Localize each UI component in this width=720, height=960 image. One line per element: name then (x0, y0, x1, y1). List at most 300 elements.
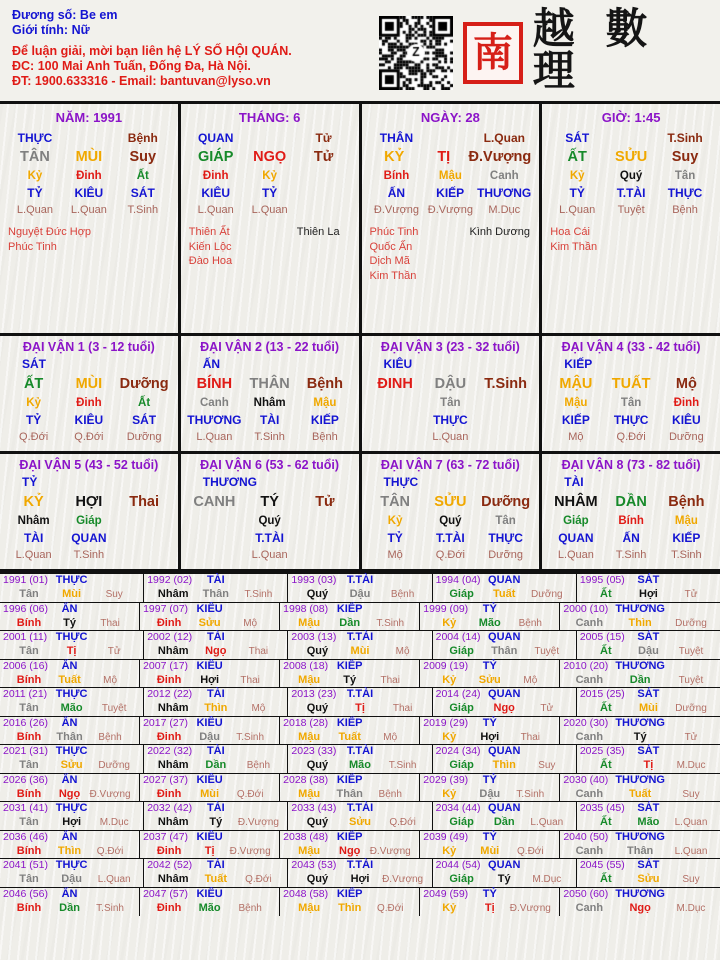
year-life-stage: Q.Đới (96, 845, 124, 857)
dai-van-stem-branch (548, 491, 714, 513)
year-cell[interactable] (280, 774, 420, 802)
year-life-stage: M.Dục (676, 760, 706, 771)
year-branch: Hợi (480, 730, 500, 743)
year-branch: Dậu (479, 787, 501, 800)
year-stem: Tân (19, 588, 39, 600)
year-cell[interactable] (0, 717, 140, 745)
pillar-life-stage-cell: Bệnh (672, 204, 698, 216)
dai-van-hidden-ten-gods-cell: QUAN (71, 531, 107, 545)
year-label: 2040 (50) (563, 830, 609, 843)
year-cell[interactable] (0, 631, 144, 659)
pillar-stem-branch-cell: Tử (313, 149, 334, 165)
year-cell-line2 (580, 873, 717, 887)
year-cell-line2 (3, 588, 140, 602)
year-ten-god: KIÊU (196, 773, 223, 786)
year-cell[interactable] (420, 774, 560, 802)
year-cell[interactable] (420, 603, 560, 631)
year-cell[interactable] (140, 603, 280, 631)
year-branch: Hợi (350, 873, 370, 885)
dai-van-1[interactable] (0, 336, 181, 451)
year-ten-god: THỰC (55, 745, 88, 757)
year-label: 2049 (59) (423, 887, 469, 900)
pillar-ten-god-top (8, 130, 170, 147)
year-stem: Kỷ (442, 730, 457, 743)
year-label: 1992 (02) (147, 574, 193, 586)
year-branch: Sửu (198, 616, 221, 629)
year-stem: Tân (19, 702, 39, 714)
year-branch: Hợi (200, 673, 220, 686)
dai-van-life-stage-cell (187, 547, 242, 564)
year-ten-god: QUAN (488, 688, 521, 700)
year-cell[interactable] (288, 802, 432, 830)
year-cell[interactable] (577, 688, 720, 716)
year-stem: Canh (575, 730, 604, 743)
year-branch: Ngọ (205, 645, 227, 657)
year-cell[interactable] (420, 831, 560, 859)
year-cell-line2 (3, 645, 140, 659)
year-stem: Giáp (449, 759, 474, 771)
dai-van-5[interactable] (0, 454, 181, 569)
year-life-stage: Tuyệt (101, 703, 127, 714)
year-cell-line2 (147, 816, 284, 830)
year-ten-god: TỶ (482, 659, 497, 672)
year-stem: Giáp (449, 702, 474, 714)
pillar-stem-branch (8, 147, 170, 168)
year-cell[interactable] (433, 688, 577, 716)
dai-van-stem-branch-cell: ĐINH (377, 376, 413, 392)
dai-van-hidden-ten-gods-cell (117, 530, 172, 547)
pillar-hidden-ten-gods-cell: KIẾP (436, 186, 465, 200)
dai-van-stem-branch-cell: NHÂM (554, 494, 598, 510)
year-stem: Nhâm (157, 645, 189, 657)
year-ten-god: T.TÀI (346, 688, 374, 700)
dai-van-hidden-stems-cell (368, 395, 423, 412)
dai-van-hidden-ten-gods-cell: KIẾP (561, 413, 590, 427)
year-cell[interactable] (0, 745, 144, 773)
year-cell[interactable] (288, 859, 432, 887)
dai-van-title: ĐẠI VẬN 6 (53 - 62 tuổi) (200, 458, 340, 472)
year-label: 2048 (58) (283, 887, 329, 900)
year-cell-line1 (143, 774, 276, 788)
year-cell-line2 (3, 873, 140, 887)
dai-van-ten-god: THƯƠNG (202, 475, 257, 489)
year-cell-line1 (143, 717, 276, 731)
dai-van-hidden-stems-cell: Nhâm (253, 397, 286, 409)
dai-van-ten-god: TÀI (564, 475, 584, 489)
dai-van-stem-branch (548, 373, 714, 395)
year-stem: Tân (19, 645, 39, 657)
year-cell-line2 (563, 674, 717, 688)
dai-van-life-stage (187, 429, 353, 446)
dai-van-life-stage (368, 429, 534, 446)
dai-van-ten-god: KIẾP (564, 357, 593, 371)
year-life-stage: M.Dục (676, 902, 706, 914)
year-stem: Ất (600, 759, 612, 771)
year-stem: Tân (19, 816, 39, 828)
year-label: 1997 (07) (143, 602, 189, 615)
year-cell-line1 (147, 631, 284, 645)
year-table-row (0, 717, 720, 746)
pillar-hidden-stems (370, 168, 532, 185)
year-branch: Mùi (200, 787, 220, 800)
year-branch: Sửu (348, 816, 372, 828)
year-life-stage: L.Quan (674, 845, 708, 857)
year-cell[interactable] (577, 574, 720, 602)
dai-van-stem-branch-cell: ẤT (23, 376, 44, 392)
pillar-stem-branch (370, 147, 532, 168)
year-table-row (0, 774, 720, 803)
dai-van-life-stage (187, 547, 353, 564)
dai-van-hidden-stems-cell: Quý (258, 515, 281, 527)
year-cell[interactable] (420, 717, 560, 745)
than-sat-item: Thiên La (296, 226, 340, 238)
dai-van-hidden-ten-gods (368, 412, 534, 429)
year-branch: Tuất (58, 673, 81, 686)
promo-line-3: ĐT: 1900.633316 - Email: bantuvan@lyso.vn (12, 74, 271, 88)
year-cell-line2 (436, 702, 573, 716)
year-label: 2019 (29) (423, 716, 469, 729)
pillar-hidden-stems-cell: Tân (674, 170, 696, 182)
year-branch: Tị (204, 844, 215, 857)
year-cell-line2 (291, 588, 428, 602)
year-cell-line2 (580, 588, 717, 602)
year-cell-line1 (436, 859, 573, 873)
year-cell[interactable] (144, 688, 288, 716)
year-stem: Ất (600, 816, 612, 828)
year-cell-line2 (3, 788, 136, 802)
year-cell-line1 (147, 859, 284, 873)
dai-van-hidden-stems-cell: Kỷ (387, 515, 403, 527)
dai-van-stem-branch-cell: Bệnh (668, 494, 705, 510)
year-cell[interactable] (433, 574, 577, 602)
year-cell[interactable] (288, 688, 432, 716)
year-ten-god: ẤN (61, 830, 78, 843)
year-cell[interactable] (560, 603, 720, 631)
pillar-stem-branch (550, 147, 712, 168)
year-cell[interactable] (144, 859, 288, 887)
year-cell[interactable] (140, 888, 280, 917)
year-cell[interactable] (280, 717, 420, 745)
year-life-stage: Suy (538, 760, 556, 771)
year-cell-line2 (283, 902, 416, 916)
year-table-row (0, 603, 720, 632)
year-cell[interactable] (144, 745, 288, 773)
year-label: 1996 (06) (3, 602, 48, 615)
dai-van-8[interactable] (542, 454, 720, 569)
year-life-stage: Đ.Vượng (229, 845, 271, 857)
year-cell[interactable] (144, 802, 288, 830)
year-cell-line2 (580, 816, 717, 830)
year-cell-line1 (3, 802, 140, 816)
pillar-life-stage-cell: M.Dục (488, 204, 521, 216)
pillar-life-stage (8, 202, 170, 219)
pillar-ten-god-top-cell (243, 130, 297, 147)
year-cell[interactable] (280, 888, 420, 917)
year-cell-line2 (580, 702, 717, 716)
year-label: 2042 (52) (147, 859, 193, 871)
than-sat-item: Đào Hoa (188, 255, 233, 267)
year-ten-god: KIẾP (336, 659, 363, 672)
pillar-life-stage-cell: T.Sinh (127, 204, 159, 216)
year-life-stage: L.Quan (97, 874, 131, 885)
year-ten-god: SÁT (637, 802, 660, 814)
year-cell[interactable] (288, 574, 432, 602)
year-cell[interactable] (0, 688, 144, 716)
pillar-ten-god-top-cell: Tử (315, 131, 332, 145)
year-ten-god: ẤN (61, 887, 78, 900)
year-life-stage: Bệnh (98, 731, 122, 743)
dai-van-hidden-ten-gods-cell: KIÊU (672, 413, 701, 427)
year-cell-line2 (563, 902, 717, 916)
year-cell[interactable] (280, 603, 420, 631)
year-ten-god: KIÊU (196, 659, 223, 672)
year-cell[interactable] (288, 745, 432, 773)
pillar-life-stage-cell: Tuyệt (617, 204, 645, 216)
year-ten-god: THƯƠNG (615, 659, 665, 672)
year-branch: Thân (56, 730, 83, 743)
year-cell[interactable] (560, 888, 720, 917)
dai-van-hidden-ten-gods-cell: TỶ (25, 413, 42, 427)
dai-van-hidden-ten-gods (187, 412, 353, 429)
pillar-life-stage (370, 202, 532, 219)
year-cell[interactable] (280, 831, 420, 859)
year-cell-line1 (580, 574, 717, 588)
year-life-stage: Mộ (523, 674, 538, 686)
dai-van-hidden-ten-gods (548, 530, 714, 547)
year-label: 2023 (33) (291, 745, 337, 757)
year-cell[interactable] (0, 574, 144, 602)
dai-van-hidden-stems (368, 395, 534, 412)
year-ten-god: TỶ (482, 773, 497, 786)
year-cell[interactable] (560, 831, 720, 859)
year-branch: Dần (629, 673, 651, 686)
pillar-hidden-stems-cell: Kỷ (262, 170, 277, 182)
year-ten-god: TỶ (482, 887, 497, 900)
dai-van-hidden-ten-gods-cell: T.TÀI (436, 531, 465, 545)
dai-van-stem-branch-cell: Mộ (675, 376, 697, 392)
year-label: 2034 (44) (435, 802, 481, 814)
dai-van-stem-branch-cell: TÂN (380, 494, 411, 510)
dai-van-hidden-stems-cell: Bính (618, 515, 644, 527)
qr-code-icon[interactable] (379, 16, 453, 90)
year-cell-line1 (563, 660, 717, 674)
dai-van-stem-branch-cell: BÍNH (196, 376, 233, 392)
year-life-stage: Bệnh (238, 902, 262, 914)
year-cell-line2 (3, 731, 136, 745)
year-branch: Dần (205, 759, 227, 771)
year-life-stage: Dưỡng (531, 589, 563, 600)
pillar-hidden-stems-cell (297, 168, 351, 185)
year-cell[interactable] (0, 888, 140, 917)
year-branch: Sửu (478, 673, 501, 686)
dai-van-hidden-stems-cell (478, 395, 533, 412)
dai-van-hidden-stems (368, 513, 534, 530)
pillar-ten-god-top-cell (62, 130, 116, 147)
year-cell-line1 (3, 859, 140, 873)
year-ten-god: TỶ (482, 830, 497, 843)
year-cell[interactable] (140, 831, 280, 859)
year-cell-line1 (283, 660, 416, 674)
subject-gender: Giới tính: Nữ (12, 23, 90, 37)
than-sat-primary (550, 225, 712, 254)
year-cell[interactable] (140, 660, 280, 688)
year-cell-line1 (563, 717, 717, 731)
dai-van-hidden-stems-cell: Tân (440, 397, 461, 409)
year-branch: Mùi (638, 702, 658, 714)
year-cell[interactable] (144, 631, 288, 659)
year-ten-god: KIẾP (336, 602, 363, 615)
year-cell-line2 (147, 588, 284, 602)
year-cell-line2 (291, 645, 428, 659)
year-cell-line1 (143, 660, 276, 674)
year-stem: Bính (16, 616, 42, 629)
dai-van-hidden-ten-gods-cell: T.TÀI (255, 531, 284, 545)
pillar-hidden-ten-gods-cell: ẤN (387, 186, 406, 200)
year-cell-line2 (423, 617, 556, 631)
dai-van-life-stage (6, 547, 172, 564)
year-stem: Mậu (298, 787, 321, 800)
dai-van-hidden-stems (187, 513, 353, 530)
than-sat-item: Phúc Tinh (8, 240, 57, 253)
year-branch: Tý (497, 873, 511, 885)
than-sat-item: Kim Thần (369, 269, 417, 282)
year-cell[interactable] (433, 802, 577, 830)
pillar-stem-branch-cell: Đ.Vượng (468, 149, 532, 165)
than-sat-item: Phúc Tinh (369, 226, 419, 238)
year-cell[interactable] (144, 574, 288, 602)
dai-van-title: ĐẠI VẬN 1 (3 - 12 tuổi) (22, 340, 155, 354)
year-cell[interactable] (0, 603, 140, 631)
pillar-life-stage (189, 202, 351, 219)
year-cell[interactable] (560, 717, 720, 745)
year-cell[interactable] (0, 859, 144, 887)
pillar-ten-god-top-cell: Bệnh (127, 131, 158, 145)
dai-van-hidden-ten-gods-cell: SÁT (132, 413, 157, 427)
pillar-life-stage-cell: L.Quan (70, 204, 107, 216)
year-label: 1994 (04) (435, 574, 481, 586)
year-cell[interactable] (0, 774, 140, 802)
year-cell[interactable] (420, 888, 560, 917)
dai-van-life-stage-cell: L.Quan (557, 549, 594, 561)
header-info-block (0, 0, 365, 89)
dai-van-section (0, 336, 720, 572)
pillar-than-sat (370, 225, 532, 283)
year-cell[interactable] (560, 774, 720, 802)
year-cell[interactable] (577, 631, 720, 659)
dai-van-stem-branch (6, 373, 172, 395)
pillar-hidden-ten-gods-cell: T.TÀI (616, 186, 646, 200)
dai-van-2[interactable] (181, 336, 362, 451)
year-cell[interactable] (577, 745, 720, 773)
year-life-stage: T.Sinh (516, 788, 545, 800)
pillar-title: GIỜ: 1:45 (601, 110, 661, 125)
year-branch: Mùi (480, 844, 500, 857)
year-life-stage: Tuyệt (678, 646, 704, 657)
year-cell[interactable] (0, 802, 144, 830)
pillar-hidden-ten-gods-cell: TỶ (569, 186, 585, 200)
dai-van-4[interactable] (542, 336, 720, 451)
year-cell[interactable] (577, 859, 720, 887)
dai-van-hidden-stems (6, 395, 172, 412)
dai-van-stem-branch-cell: Thai (129, 494, 160, 510)
year-cell-line1 (3, 688, 140, 702)
year-cell[interactable] (288, 631, 432, 659)
pillar-stem-branch-cell: GIÁP (197, 149, 234, 165)
year-ten-god: SÁT (637, 688, 660, 700)
dai-van-life-stage-cell (368, 429, 423, 446)
year-cell-line2 (423, 788, 556, 802)
year-cell[interactable] (0, 660, 140, 688)
year-stem: Mậu (298, 616, 321, 629)
dai-van-life-stage-cell: Q.Đới (74, 431, 104, 443)
dai-van-ten-god: ẤN (202, 357, 221, 371)
year-label: 2012 (22) (147, 688, 193, 700)
year-stem: Giáp (449, 873, 474, 885)
pillar-hidden-stems (550, 168, 712, 185)
year-stem: Bính (16, 673, 42, 686)
year-stem: Mậu (298, 901, 321, 914)
dai-van-hidden-ten-gods (6, 412, 172, 429)
pillar-hidden-ten-gods-cell: KIÊU (74, 186, 104, 200)
dai-van-life-stage-cell: L.Quan (196, 431, 233, 443)
year-cell[interactable] (280, 660, 420, 688)
year-branch: Mão (198, 901, 221, 914)
dai-van-6[interactable] (181, 454, 362, 569)
dai-van-3[interactable] (362, 336, 543, 451)
dai-van-life-stage-cell: Mộ (387, 549, 403, 561)
year-ten-god: THỰC (55, 802, 88, 814)
dai-van-7[interactable] (362, 454, 543, 569)
year-cell[interactable] (420, 660, 560, 688)
year-ten-god: QUAN (488, 574, 521, 586)
year-cell-line1 (291, 859, 428, 873)
year-cell[interactable] (577, 802, 720, 830)
year-label: 1993 (03) (291, 574, 337, 586)
year-branch: Mùi (350, 645, 370, 657)
year-life-stage: Mộ (103, 674, 118, 686)
year-label: 2009 (19) (423, 659, 469, 672)
dai-van-life-stage-cell: Bệnh (312, 431, 338, 443)
year-cell-line1 (436, 745, 573, 759)
dai-van-stem-branch-cell: T.Sinh (484, 376, 527, 392)
year-cell-line1 (147, 574, 284, 588)
dai-van-hidden-stems-cell: Mậu (674, 515, 698, 527)
than-sat-item: Kim Thần (550, 240, 598, 253)
year-cell[interactable] (433, 745, 577, 773)
year-cell-line2 (3, 674, 136, 688)
dai-van-hidden-stems-cell: Quý (439, 515, 462, 527)
year-cell-line2 (291, 816, 428, 830)
year-life-stage: Suy (682, 874, 700, 885)
year-cell-line2 (436, 873, 573, 887)
year-life-stage: Thai (392, 703, 413, 714)
year-cell[interactable] (0, 831, 140, 859)
year-cell[interactable] (140, 717, 280, 745)
pillar-ten-god-top-cell: QUAN (198, 131, 234, 145)
year-stem: Kỷ (442, 844, 457, 857)
dai-van-hidden-stems-cell: Mậu (313, 397, 337, 409)
year-cell[interactable] (433, 859, 577, 887)
year-cell[interactable] (140, 774, 280, 802)
pillar-0 (0, 104, 181, 333)
dai-van-ten-god: TỶ (22, 475, 38, 489)
dai-van-hidden-ten-gods-cell (478, 412, 533, 429)
year-stem: Giáp (449, 645, 474, 657)
year-branch: Ngọ (493, 702, 515, 714)
year-cell[interactable] (433, 631, 577, 659)
year-cell[interactable] (560, 660, 720, 688)
year-ten-god: ẤN (61, 602, 78, 615)
